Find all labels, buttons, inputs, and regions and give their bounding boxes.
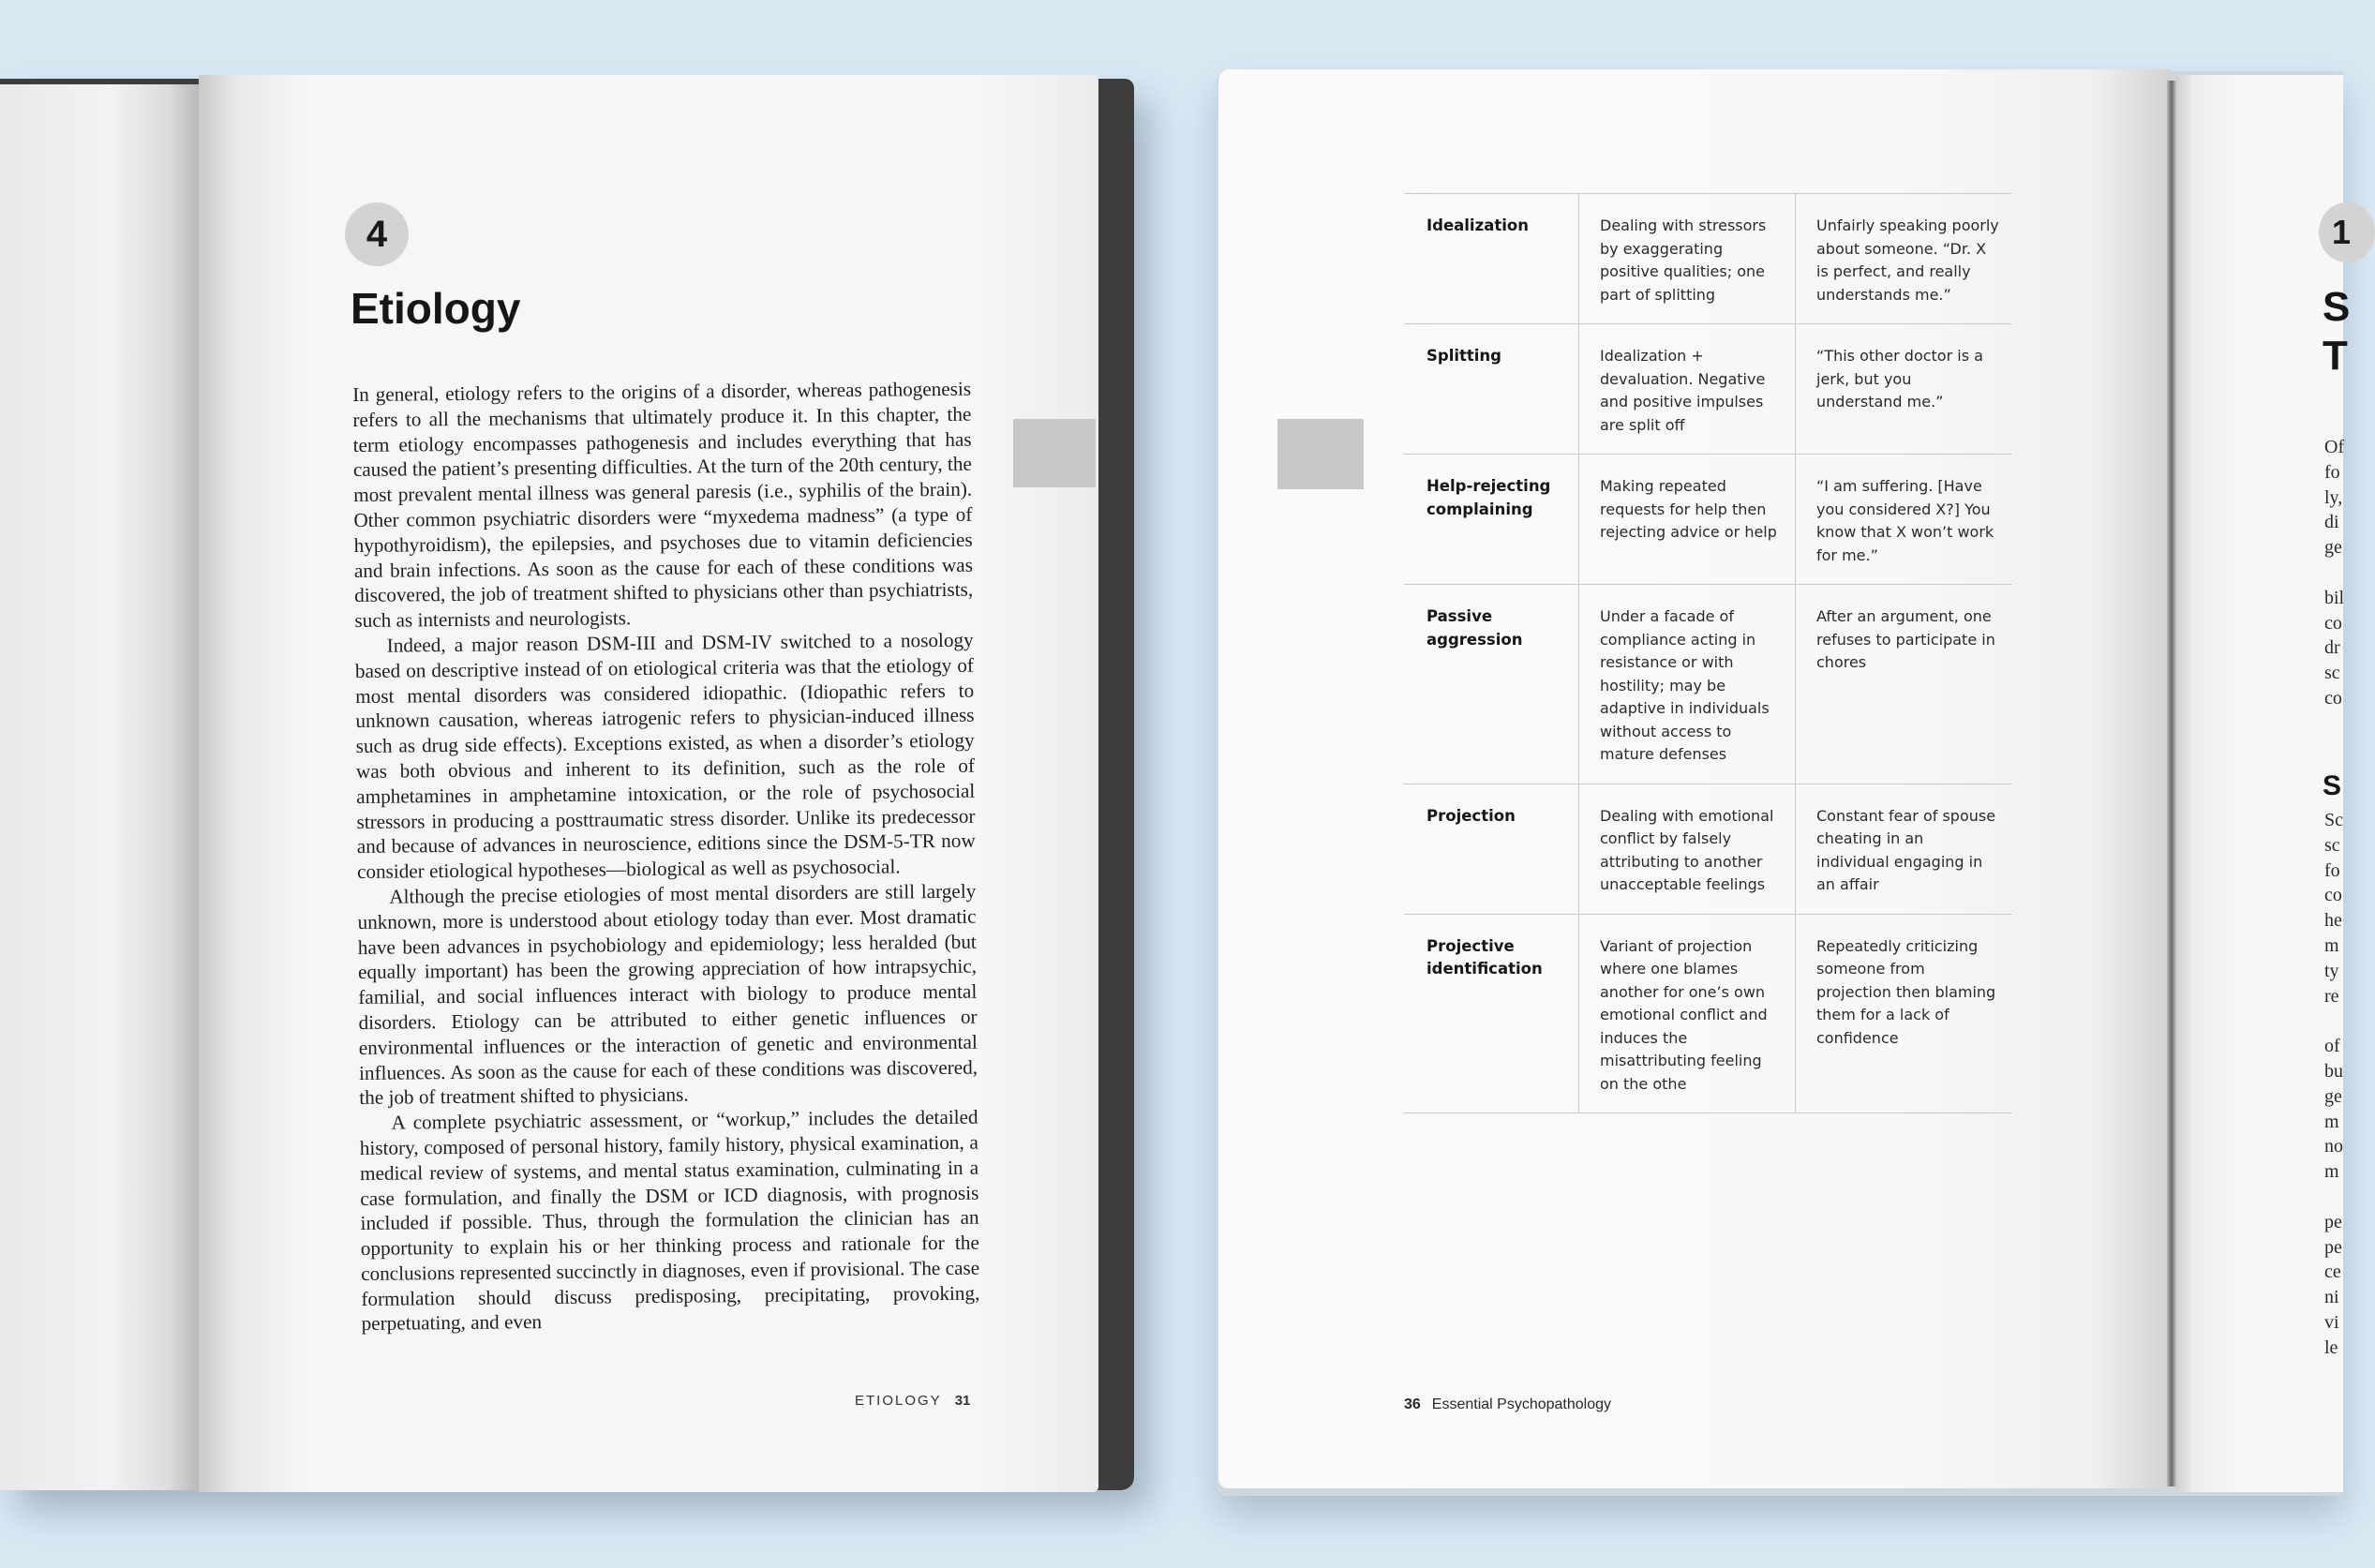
definition-cell: Variant of projection where one blames another for one’s own emotional conflict and induces the misattributing feeling on the othe: [1579, 914, 1796, 1113]
table-row: [1404, 455, 2011, 585]
next-page-fragment: Of: [2324, 437, 2345, 457]
next-page-fragment: fo: [2324, 461, 2340, 483]
next-page-fragment: m: [2324, 1161, 2339, 1183]
page-number-left: 31: [954, 1393, 971, 1409]
definition-cell: Under a facade of compliance acting in resistance or with hostility; may be adaptive in individuals without access to mature defenses: [1579, 585, 1796, 784]
next-page-fragment: m: [2324, 1111, 2339, 1132]
right-facing-page: [2176, 75, 2343, 1492]
footer-book-title: Essential Psychopathology: [1431, 1396, 1612, 1412]
next-page-fragment: ce: [2324, 1262, 2341, 1283]
next-section-heading: S: [2323, 770, 2342, 801]
right-thumb-tab: [1277, 419, 1364, 489]
next-page-fragment: ge: [2324, 1085, 2342, 1107]
next-page-fragment: no: [2324, 1136, 2343, 1157]
next-page-fragment: bu: [2324, 1061, 2343, 1082]
table-row: [1404, 324, 2011, 455]
chapter-title: Etiology: [351, 284, 521, 333]
next-chapter-number-badge: 1: [2319, 202, 2375, 262]
next-page-fragment: he: [2324, 910, 2342, 932]
right-book-gutter: [2167, 81, 2176, 1486]
table-row: [1404, 784, 2011, 914]
next-page-fragment: di: [2324, 512, 2339, 533]
next-page-fragment: co: [2324, 688, 2342, 709]
table-row: [1404, 194, 2011, 324]
next-page-fragment: co: [2324, 612, 2342, 634]
paragraph-1: In general, etiology refers to the origins of a disorder, whereas pathogenesis refers to all the mechanisms that ultimately produce it. In this chapter, the term etiology encompasses pathogenesis and includes everything that has caused the patient’s presenting difficulties. At the turn of the 20th century, the most prevalent mental illness was general paresis (i.e., syphilis of the brain). Other common psychiatric disorders were “myxedema madness” (a type of hypothyroidism), the epilepsies, and psychoses due to vitamin deficiencies and brain infections. As soon as the cause for each of these conditions was discovered, the job of treatment shifted to physicians other than psychiatrists, such as internists and neurologists.: [352, 377, 974, 633]
running-footer-left: [855, 1393, 970, 1409]
next-page-fragment: Sc: [2324, 810, 2343, 830]
left-thumb-tab: [1013, 419, 1096, 487]
table-row: [1404, 914, 2011, 1113]
next-page-fragment: co: [2324, 885, 2342, 906]
definition-cell: Dealing with emotional conflict by falsely attributing to another unacceptable feelings: [1579, 784, 1796, 914]
chapter-number-badge: 4: [345, 202, 409, 266]
next-page-fragment: le: [2324, 1337, 2338, 1358]
example-cell: “I am suffering. [Have you considered X?] You know that X won’t work for me.”: [1796, 455, 2012, 585]
next-page-fragment: of: [2324, 1036, 2340, 1057]
next-page-fragment: vi: [2324, 1312, 2339, 1333]
paragraph-4: A complete psychiatric assessment, or “workup,” includes the detailed history, composed of personal history, family history, physical examination, a medical review of systems, and mental status examination, culminating in a case formulation, and finally the DSM or ICD diagnosis, with prognosis included if possible. Thus, through the formulation the clinician has an opportunity to explain his or her thinking process and rationale for the conclusions represented succinctly in diagnoses, even if provisional. The case formulation should discuss predisposing, precipitating, provoking, perpetuating, and even: [359, 1105, 980, 1336]
next-page-fragment: sc: [2324, 663, 2340, 684]
term-cell: Passive aggression: [1404, 585, 1579, 784]
next-title-line-2: T: [2323, 333, 2348, 379]
definition-cell: Making repeated requests for help then rejecting advice or help: [1579, 455, 1796, 585]
next-page-fragment: dr: [2324, 637, 2340, 659]
paragraph-3: Although the precise etiologies of most mental disorders are still largely unknown, more is understood about etiology today than ever. Most dramatic have been advances in psychobiology and epidemiology; less heralded (but equally important) has been the growing appreciation of how intrapsychic, familial, and social influences interact with biology to produce mental disorders. Etiology can be attributed to either genetic influences or environmental influences or the interaction of genetic and environmental influences. As soon as the cause for each of these conditions was discovered, the job of treatment shifted to physicians.: [357, 879, 978, 1110]
paragraph-2: Indeed, a major reason DSM-III and DSM-IV switched to a nosology based on descriptive instead of on etiological criteria was that the etiology of most mental disorders was considered idiopathic. (Idiopathic refers to unknown causation, whereas iatrogenic refers to physician-induced illness such as drug side effects). Exceptions existed, as when a disorder’s etiology was both obvious and inherent to its definition, such as the role of amphetamines in amphetamine intoxication, or the role of psychosocial stressors in producing a posttraumatic stress disorder. Unlike its predecessor and because of advances in neuroscience, editions since the DSM-5-TR now consider etiological hypotheses—biological as well as psychosocial.: [354, 628, 976, 884]
next-page-fragment: re: [2324, 985, 2339, 1007]
example-cell: Constant fear of spouse cheating in an individual engaging in an affair: [1796, 784, 2012, 914]
example-cell: Repeatedly criticizing someone from projection then blaming them for a lack of confidence: [1796, 914, 2012, 1113]
left-facing-page: [0, 84, 199, 1490]
next-title-line-1: S: [2323, 284, 2351, 330]
term-cell: Help-rejecting complaining: [1404, 455, 1579, 585]
footer-label: ETIOLOGY: [855, 1393, 942, 1409]
definition-cell: Dealing with stressors by exaggerating positive qualities; one part of splitting: [1579, 194, 1796, 324]
next-page-fragment: ly,: [2324, 486, 2343, 508]
definition-cell: Idealization + devaluation. Negative and positive impulses are split off: [1579, 324, 1796, 455]
next-page-fragment: ni: [2324, 1287, 2339, 1308]
next-page-fragment: m: [2324, 935, 2339, 956]
term-cell: Splitting: [1404, 324, 1579, 455]
next-page-fragment: ge: [2324, 537, 2342, 559]
term-cell: Projective identification: [1404, 914, 1579, 1113]
next-page-fragment: fo: [2324, 859, 2340, 881]
term-cell: Idealization: [1404, 194, 1579, 324]
next-page-fragment: sc: [2324, 834, 2340, 856]
example-cell: “This other doctor is a jerk, but you understand me.”: [1796, 324, 2012, 455]
next-page-fragment: bil: [2324, 587, 2345, 608]
body-text: [352, 377, 980, 1337]
table-row: [1404, 585, 2011, 784]
page-number-right: 36: [1404, 1396, 1421, 1412]
next-page-fragment: pe: [2324, 1211, 2342, 1232]
next-chapter-title: [2323, 283, 2350, 381]
example-cell: Unfairly speaking poorly about someone. “Dr. X is perfect, and really understands me.”: [1796, 194, 2012, 324]
defense-mechanisms-table: [1404, 193, 2011, 1113]
running-footer-right: [1404, 1396, 1611, 1413]
next-page-fragment: pe: [2324, 1236, 2342, 1258]
next-page-fragment: ty: [2324, 960, 2339, 981]
example-cell: After an argument, one refuses to participate in chores: [1796, 585, 2012, 784]
term-cell: Projection: [1404, 784, 1579, 914]
